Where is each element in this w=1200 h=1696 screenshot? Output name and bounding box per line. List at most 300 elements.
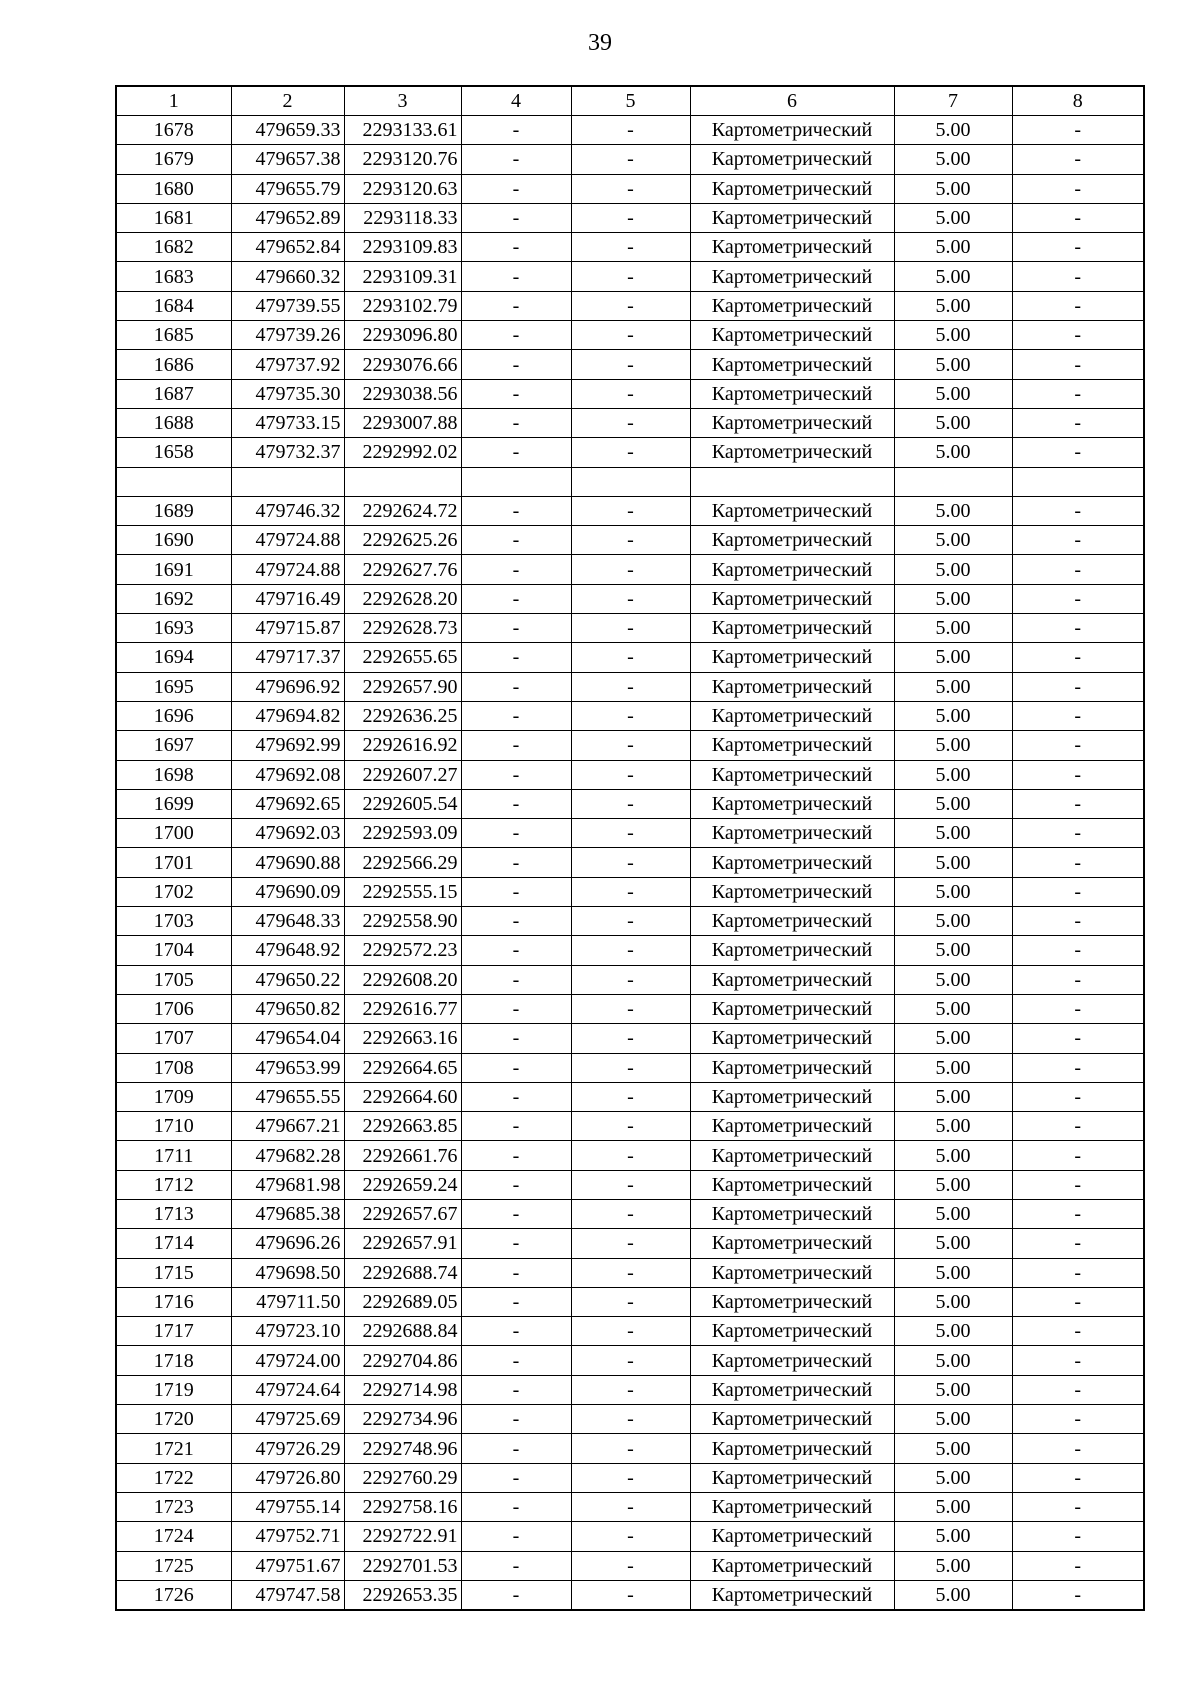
accuracy-cell: 5.00 [894, 1580, 1012, 1610]
column-4-cell: - [461, 1053, 571, 1082]
column-8-cell: - [1012, 848, 1144, 877]
column-4-cell: - [461, 1112, 571, 1141]
method-cell: Картометрический [690, 672, 894, 701]
y-coordinate-cell: 2292605.54 [344, 789, 461, 818]
column-5-cell: - [571, 1492, 690, 1521]
accuracy-cell: 5.00 [894, 994, 1012, 1023]
method-cell: Картометрический [690, 1287, 894, 1316]
point-number-cell: 1726 [116, 1580, 231, 1610]
column-4-cell: - [461, 526, 571, 555]
point-number-cell: 1692 [116, 584, 231, 613]
column-8-cell: - [1012, 731, 1144, 760]
accuracy-cell: 5.00 [894, 848, 1012, 877]
column-8-cell: - [1012, 1082, 1144, 1111]
column-8-cell: - [1012, 1551, 1144, 1580]
accuracy-cell: 5.00 [894, 1375, 1012, 1404]
y-coordinate-cell [344, 467, 461, 496]
table-row [116, 526, 1144, 555]
column-5-cell: - [571, 321, 690, 350]
x-coordinate-cell: 479724.88 [231, 526, 344, 555]
column-5-cell: - [571, 1287, 690, 1316]
method-cell: Картометрический [690, 350, 894, 379]
header-cell: 5 [571, 86, 690, 116]
x-coordinate-cell: 479739.55 [231, 291, 344, 320]
table-row [116, 1053, 1144, 1082]
method-cell: Картометрический [690, 877, 894, 906]
table-row [116, 1141, 1144, 1170]
x-coordinate-cell: 479690.88 [231, 848, 344, 877]
accuracy-cell: 5.00 [894, 1434, 1012, 1463]
x-coordinate-cell: 479690.09 [231, 877, 344, 906]
column-5-cell: - [571, 1522, 690, 1551]
header-cell: 3 [344, 86, 461, 116]
accuracy-cell: 5.00 [894, 584, 1012, 613]
column-5-cell: - [571, 1463, 690, 1492]
y-coordinate-cell: 2292593.09 [344, 819, 461, 848]
table-body [116, 116, 1144, 1611]
y-coordinate-cell: 2292616.77 [344, 994, 461, 1023]
header-cell: 2 [231, 86, 344, 116]
column-4-cell: - [461, 350, 571, 379]
column-4-cell: - [461, 1463, 571, 1492]
column-4-cell: - [461, 408, 571, 437]
y-coordinate-cell: 2292663.16 [344, 1024, 461, 1053]
column-5-cell: - [571, 291, 690, 320]
table-row [116, 1551, 1144, 1580]
table-row [116, 965, 1144, 994]
column-8-cell: - [1012, 1375, 1144, 1404]
point-number-cell: 1719 [116, 1375, 231, 1404]
table-row [116, 1434, 1144, 1463]
y-coordinate-cell: 2292653.35 [344, 1580, 461, 1610]
column-8-cell: - [1012, 408, 1144, 437]
x-coordinate-cell: 479735.30 [231, 379, 344, 408]
x-coordinate-cell: 479659.33 [231, 116, 344, 145]
method-cell: Картометрический [690, 1317, 894, 1346]
column-8-cell [1012, 467, 1144, 496]
y-coordinate-cell: 2292701.53 [344, 1551, 461, 1580]
column-4-cell: - [461, 321, 571, 350]
x-coordinate-cell: 479755.14 [231, 1492, 344, 1521]
column-8-cell: - [1012, 291, 1144, 320]
accuracy-cell: 5.00 [894, 1199, 1012, 1228]
table-row [116, 877, 1144, 906]
column-4-cell: - [461, 291, 571, 320]
column-5-cell: - [571, 496, 690, 525]
column-5-cell: - [571, 1229, 690, 1258]
table-row [116, 1317, 1144, 1346]
column-4-cell: - [461, 1346, 571, 1375]
y-coordinate-cell: 2292734.96 [344, 1405, 461, 1434]
accuracy-cell: 5.00 [894, 819, 1012, 848]
x-coordinate-cell: 479655.79 [231, 174, 344, 203]
column-5-cell: - [571, 1317, 690, 1346]
column-4-cell: - [461, 1141, 571, 1170]
x-coordinate-cell: 479692.08 [231, 760, 344, 789]
table-row [116, 291, 1144, 320]
accuracy-cell: 5.00 [894, 1463, 1012, 1492]
x-coordinate-cell: 479692.65 [231, 789, 344, 818]
column-4-cell: - [461, 1229, 571, 1258]
x-coordinate-cell: 479737.92 [231, 350, 344, 379]
accuracy-cell: 5.00 [894, 672, 1012, 701]
column-5-cell: - [571, 760, 690, 789]
accuracy-cell: 5.00 [894, 877, 1012, 906]
accuracy-cell: 5.00 [894, 1551, 1012, 1580]
y-coordinate-cell: 2292760.29 [344, 1463, 461, 1492]
column-4-cell: - [461, 438, 571, 467]
column-8-cell: - [1012, 1580, 1144, 1610]
x-coordinate-cell: 479723.10 [231, 1317, 344, 1346]
method-cell: Картометрический [690, 1258, 894, 1287]
column-4-cell: - [461, 848, 571, 877]
accuracy-cell: 5.00 [894, 145, 1012, 174]
column-5-cell: - [571, 1580, 690, 1610]
column-5-cell: - [571, 350, 690, 379]
x-coordinate-cell: 479696.92 [231, 672, 344, 701]
column-8-cell: - [1012, 1405, 1144, 1434]
accuracy-cell: 5.00 [894, 379, 1012, 408]
point-number-cell: 1687 [116, 379, 231, 408]
y-coordinate-cell: 2292657.67 [344, 1199, 461, 1228]
y-coordinate-cell: 2292566.29 [344, 848, 461, 877]
column-8-cell: - [1012, 116, 1144, 145]
column-5-cell: - [571, 1199, 690, 1228]
y-coordinate-cell: 2293133.61 [344, 116, 461, 145]
table-row [116, 321, 1144, 350]
table-row [116, 467, 1144, 496]
header-cell: 6 [690, 86, 894, 116]
column-8-cell: - [1012, 701, 1144, 730]
method-cell: Картометрический [690, 233, 894, 262]
method-cell: Картометрический [690, 438, 894, 467]
accuracy-cell: 5.00 [894, 291, 1012, 320]
method-cell: Картометрический [690, 408, 894, 437]
y-coordinate-cell: 2292992.02 [344, 438, 461, 467]
column-4-cell: - [461, 1317, 571, 1346]
table-row [116, 1492, 1144, 1521]
accuracy-cell: 5.00 [894, 438, 1012, 467]
point-number-cell: 1703 [116, 907, 231, 936]
method-cell: Картометрический [690, 907, 894, 936]
column-8-cell: - [1012, 145, 1144, 174]
point-number-cell: 1724 [116, 1522, 231, 1551]
point-number-cell: 1712 [116, 1170, 231, 1199]
column-5-cell: - [571, 438, 690, 467]
x-coordinate-cell: 479653.99 [231, 1053, 344, 1082]
y-coordinate-cell: 2292664.65 [344, 1053, 461, 1082]
column-4-cell: - [461, 496, 571, 525]
method-cell: Картометрический [690, 1463, 894, 1492]
accuracy-cell: 5.00 [894, 116, 1012, 145]
column-8-cell: - [1012, 1522, 1144, 1551]
table-row [116, 496, 1144, 525]
column-8-cell: - [1012, 438, 1144, 467]
column-8-cell: - [1012, 174, 1144, 203]
y-coordinate-cell: 2292657.91 [344, 1229, 461, 1258]
accuracy-cell: 5.00 [894, 350, 1012, 379]
method-cell: Картометрический [690, 1199, 894, 1228]
column-8-cell: - [1012, 1317, 1144, 1346]
y-coordinate-cell: 2293076.66 [344, 350, 461, 379]
accuracy-cell: 5.00 [894, 555, 1012, 584]
method-cell: Картометрический [690, 1141, 894, 1170]
method-cell: Картометрический [690, 555, 894, 584]
method-cell: Картометрический [690, 116, 894, 145]
point-number-cell: 1679 [116, 145, 231, 174]
x-coordinate-cell: 479654.04 [231, 1024, 344, 1053]
y-coordinate-cell: 2292688.84 [344, 1317, 461, 1346]
header-row [116, 86, 1144, 116]
method-cell: Картометрический [690, 731, 894, 760]
point-number-cell: 1688 [116, 408, 231, 437]
method-cell: Картометрический [690, 496, 894, 525]
x-coordinate-cell [231, 467, 344, 496]
point-number-cell: 1702 [116, 877, 231, 906]
column-5-cell [571, 467, 690, 496]
accuracy-cell: 5.00 [894, 614, 1012, 643]
y-coordinate-cell: 2292624.72 [344, 496, 461, 525]
point-number-cell: 1723 [116, 1492, 231, 1521]
y-coordinate-cell: 2292655.65 [344, 643, 461, 672]
point-number-cell: 1695 [116, 672, 231, 701]
header-cell: 7 [894, 86, 1012, 116]
x-coordinate-cell: 479733.15 [231, 408, 344, 437]
accuracy-cell: 5.00 [894, 1522, 1012, 1551]
column-4-cell [461, 467, 571, 496]
table-row [116, 1405, 1144, 1434]
method-cell: Картометрический [690, 526, 894, 555]
method-cell: Картометрический [690, 262, 894, 291]
table-row [116, 1463, 1144, 1492]
column-5-cell: - [571, 672, 690, 701]
column-5-cell: - [571, 848, 690, 877]
x-coordinate-cell: 479698.50 [231, 1258, 344, 1287]
x-coordinate-cell: 479652.84 [231, 233, 344, 262]
y-coordinate-cell: 2292722.91 [344, 1522, 461, 1551]
column-8-cell: - [1012, 819, 1144, 848]
column-8-cell: - [1012, 789, 1144, 818]
point-number-cell: 1714 [116, 1229, 231, 1258]
table-row [116, 789, 1144, 818]
column-8-cell: - [1012, 643, 1144, 672]
point-number-cell: 1691 [116, 555, 231, 584]
column-8-cell: - [1012, 584, 1144, 613]
method-cell: Картометрический [690, 760, 894, 789]
method-cell: Картометрический [690, 174, 894, 203]
x-coordinate-cell: 479716.49 [231, 584, 344, 613]
x-coordinate-cell: 479655.55 [231, 1082, 344, 1111]
accuracy-cell: 5.00 [894, 1317, 1012, 1346]
method-cell: Картометрический [690, 848, 894, 877]
y-coordinate-cell: 2293118.33 [344, 203, 461, 232]
x-coordinate-cell: 479724.00 [231, 1346, 344, 1375]
accuracy-cell: 5.00 [894, 174, 1012, 203]
x-coordinate-cell: 479696.26 [231, 1229, 344, 1258]
column-8-cell: - [1012, 614, 1144, 643]
coordinates-table [115, 85, 1145, 1611]
column-8-cell: - [1012, 965, 1144, 994]
point-number-cell: 1689 [116, 496, 231, 525]
column-5-cell: - [571, 262, 690, 291]
point-number-cell: 1722 [116, 1463, 231, 1492]
x-coordinate-cell: 479682.28 [231, 1141, 344, 1170]
column-8-cell: - [1012, 1434, 1144, 1463]
method-cell: Картометрический [690, 1522, 894, 1551]
x-coordinate-cell: 479667.21 [231, 1112, 344, 1141]
column-8-cell: - [1012, 877, 1144, 906]
y-coordinate-cell: 2293096.80 [344, 321, 461, 350]
column-8-cell: - [1012, 907, 1144, 936]
column-5-cell: - [571, 1434, 690, 1463]
table-row [116, 731, 1144, 760]
accuracy-cell: 5.00 [894, 1053, 1012, 1082]
column-4-cell: - [461, 1170, 571, 1199]
column-4-cell: - [461, 1434, 571, 1463]
x-coordinate-cell: 479717.37 [231, 643, 344, 672]
accuracy-cell: 5.00 [894, 643, 1012, 672]
accuracy-cell: 5.00 [894, 496, 1012, 525]
x-coordinate-cell: 479752.71 [231, 1522, 344, 1551]
y-coordinate-cell: 2292555.15 [344, 877, 461, 906]
column-4-cell: - [461, 1199, 571, 1228]
column-4-cell: - [461, 262, 571, 291]
method-cell: Картометрический [690, 1492, 894, 1521]
method-cell: Картометрический [690, 614, 894, 643]
column-4-cell: - [461, 584, 571, 613]
column-5-cell: - [571, 145, 690, 174]
x-coordinate-cell: 479724.88 [231, 555, 344, 584]
accuracy-cell: 5.00 [894, 262, 1012, 291]
column-4-cell: - [461, 643, 571, 672]
table-row [116, 1199, 1144, 1228]
table-row [116, 643, 1144, 672]
x-coordinate-cell: 479681.98 [231, 1170, 344, 1199]
column-5-cell: - [571, 1346, 690, 1375]
table-row [116, 936, 1144, 965]
point-number-cell: 1694 [116, 643, 231, 672]
column-8-cell: - [1012, 1024, 1144, 1053]
column-5-cell: - [571, 408, 690, 437]
accuracy-cell: 5.00 [894, 408, 1012, 437]
column-4-cell: - [461, 760, 571, 789]
column-5-cell: - [571, 877, 690, 906]
accuracy-cell: 5.00 [894, 233, 1012, 262]
column-5-cell: - [571, 526, 690, 555]
y-coordinate-cell: 2292704.86 [344, 1346, 461, 1375]
point-number-cell: 1680 [116, 174, 231, 203]
column-5-cell: - [571, 643, 690, 672]
y-coordinate-cell: 2292688.74 [344, 1258, 461, 1287]
y-coordinate-cell: 2292758.16 [344, 1492, 461, 1521]
x-coordinate-cell: 479726.29 [231, 1434, 344, 1463]
accuracy-cell: 5.00 [894, 1170, 1012, 1199]
method-cell: Картометрический [690, 1024, 894, 1053]
header-cell: 4 [461, 86, 571, 116]
table-row [116, 555, 1144, 584]
column-4-cell: - [461, 1492, 571, 1521]
point-number-cell: 1713 [116, 1199, 231, 1228]
column-8-cell: - [1012, 1170, 1144, 1199]
column-8-cell: - [1012, 1492, 1144, 1521]
column-8-cell: - [1012, 233, 1144, 262]
x-coordinate-cell: 479726.80 [231, 1463, 344, 1492]
column-8-cell: - [1012, 526, 1144, 555]
table-row [116, 819, 1144, 848]
accuracy-cell: 5.00 [894, 731, 1012, 760]
accuracy-cell: 5.00 [894, 936, 1012, 965]
point-number-cell: 1700 [116, 819, 231, 848]
column-8-cell: - [1012, 203, 1144, 232]
column-4-cell: - [461, 1405, 571, 1434]
y-coordinate-cell: 2293109.31 [344, 262, 461, 291]
method-cell [690, 467, 894, 496]
y-coordinate-cell: 2293038.56 [344, 379, 461, 408]
table-row [116, 262, 1144, 291]
column-4-cell: - [461, 233, 571, 262]
y-coordinate-cell: 2292748.96 [344, 1434, 461, 1463]
y-coordinate-cell: 2292659.24 [344, 1170, 461, 1199]
x-coordinate-cell: 479694.82 [231, 701, 344, 730]
point-number-cell: 1684 [116, 291, 231, 320]
column-8-cell: - [1012, 760, 1144, 789]
table-row [116, 584, 1144, 613]
column-4-cell: - [461, 555, 571, 584]
column-5-cell: - [571, 1112, 690, 1141]
method-cell: Картометрический [690, 291, 894, 320]
point-number-cell: 1685 [116, 321, 231, 350]
y-coordinate-cell: 2292572.23 [344, 936, 461, 965]
x-coordinate-cell: 479711.50 [231, 1287, 344, 1316]
y-coordinate-cell: 2293120.76 [344, 145, 461, 174]
point-number-cell: 1709 [116, 1082, 231, 1111]
table-row [116, 907, 1144, 936]
column-4-cell: - [461, 672, 571, 701]
column-5-cell: - [571, 1375, 690, 1404]
column-8-cell: - [1012, 350, 1144, 379]
x-coordinate-cell: 479692.99 [231, 731, 344, 760]
table-row [116, 1112, 1144, 1141]
y-coordinate-cell: 2292616.92 [344, 731, 461, 760]
point-number-cell: 1706 [116, 994, 231, 1023]
column-5-cell: - [571, 233, 690, 262]
column-5-cell: - [571, 1053, 690, 1082]
y-coordinate-cell: 2292607.27 [344, 760, 461, 789]
point-number-cell: 1697 [116, 731, 231, 760]
column-4-cell: - [461, 1522, 571, 1551]
method-cell: Картометрический [690, 1580, 894, 1610]
column-4-cell: - [461, 1258, 571, 1287]
table-row [116, 233, 1144, 262]
y-coordinate-cell: 2292663.85 [344, 1112, 461, 1141]
table-row [116, 760, 1144, 789]
accuracy-cell: 5.00 [894, 1082, 1012, 1111]
column-8-cell: - [1012, 1141, 1144, 1170]
column-8-cell: - [1012, 936, 1144, 965]
table-row [116, 1258, 1144, 1287]
method-cell: Картометрический [690, 1405, 894, 1434]
x-coordinate-cell: 479685.38 [231, 1199, 344, 1228]
x-coordinate-cell: 479657.38 [231, 145, 344, 174]
x-coordinate-cell: 479715.87 [231, 614, 344, 643]
method-cell: Картометрический [690, 321, 894, 350]
y-coordinate-cell: 2292657.90 [344, 672, 461, 701]
column-4-cell: - [461, 819, 571, 848]
column-4-cell: - [461, 1082, 571, 1111]
point-number-cell: 1708 [116, 1053, 231, 1082]
column-4-cell: - [461, 203, 571, 232]
x-coordinate-cell: 479648.92 [231, 936, 344, 965]
